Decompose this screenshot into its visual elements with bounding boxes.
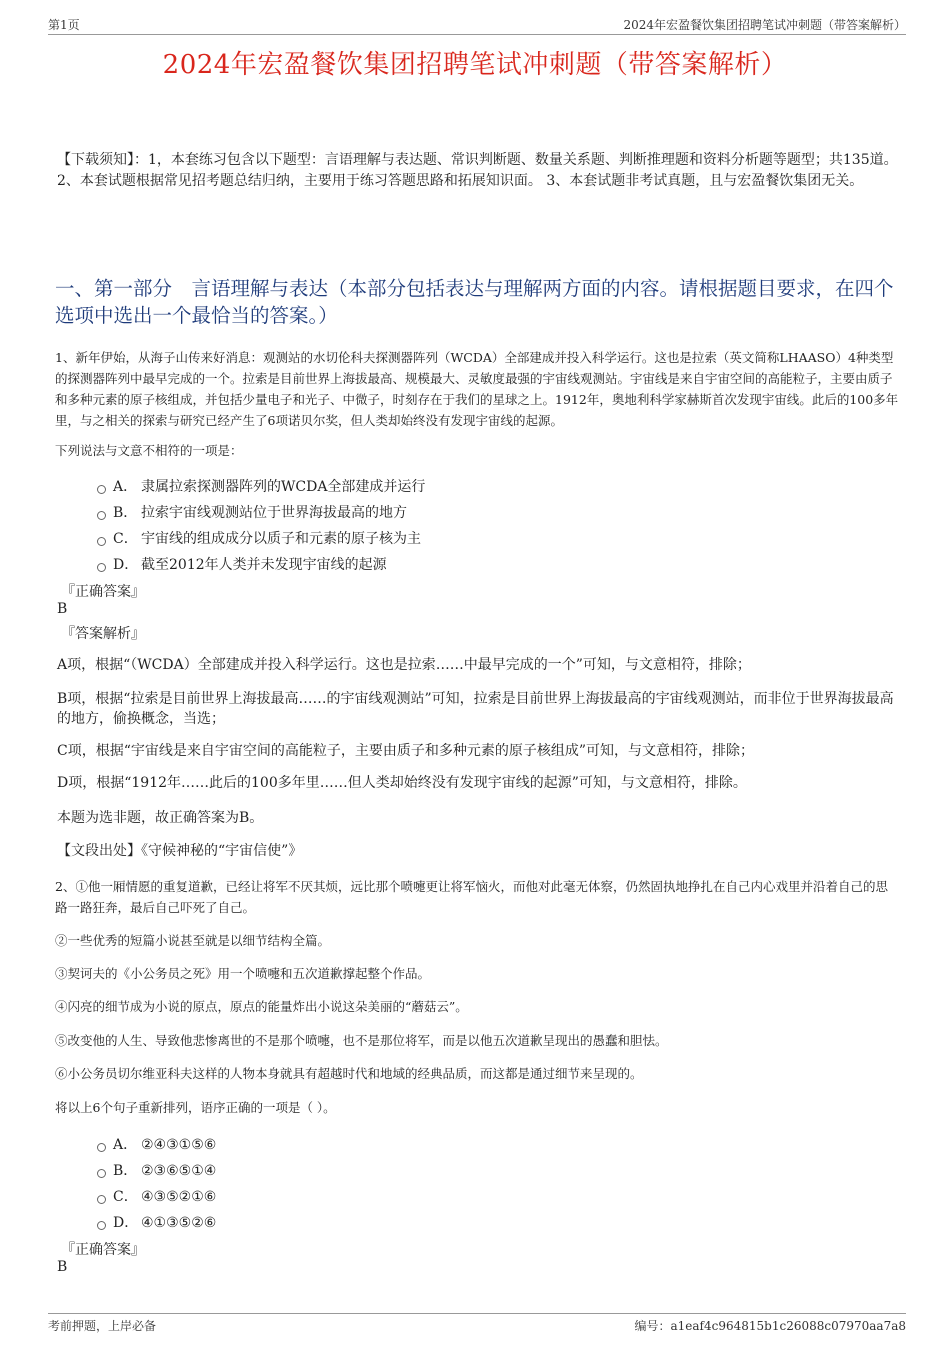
q1-answer: B [57,601,68,617]
q1-analysis-b: B项，根据“拉索是目前世界上海拔最高……的宇宙线观测站”可知，拉索是目前世界上海拔最高的宇宙线观测站，而非位于世界海拔最高的地方，偷换概念，当选； [57,691,894,727]
q1-option-a[interactable]: A． 隶属拉索探测器阵列的WCDA全部建成并运行 [97,476,425,496]
q2-answer-label: 『正确答案』 [61,1242,145,1258]
footer-serial: 编号：a1eaf4c964815b1c26088c07970aa7a8 [634,1319,906,1333]
radio-icon[interactable] [97,1195,106,1204]
q1-analysis-label: 『答案解析』 [61,626,145,642]
q2-sentence-5: ⑤改变他的人生、导致他悲惨离世的不是那个喷嚏，也不是那位将军，而是以他五次道歉呈现出的愚蠢和胆怯。 [55,1033,668,1048]
q2-sentence-3: ③契诃夫的《小公务员之死》用一个喷嚏和五次道歉撑起整个作品。 [55,966,431,981]
radio-icon[interactable] [97,1143,106,1152]
section-heading: 一、第一部分 言语理解与表达（本部分包括表达与理解两方面的内容。请根据题目要求，在四个选项中选出一个最恰当的答案。） [55,277,894,327]
page-footer [48,1313,906,1338]
q1-source: 【文段出处】《守候神秘的“宇宙信使”》 [57,843,303,859]
radio-icon[interactable] [97,537,106,546]
header-doc-title: 2024年宏盈餐饮集团招聘笔试冲刺题（带答案解析） [623,18,906,32]
q1-analysis-d: D项，根据“1912年……此后的100多年里……但人类却始终没有发现宇宙线的起源”可知，与文意相符，排除。 [57,775,747,791]
q2-sentence-6: ⑥小公务员切尔维亚科夫这样的人物本身就具有超越时代和地域的经典品质，而这都是通过细节来呈现的。 [55,1066,643,1081]
q1-question: 下列说法与文意不相符的一项是： [55,443,243,458]
q2-option-a[interactable]: A． ②④③①⑤⑥ [97,1134,216,1154]
footer-slogan: 考前押题，上岸必备 [48,1319,157,1333]
page-number: 第1页 [48,18,80,32]
q2-stem: 2、①他一厢情愿的重复道歉，已经让将军不厌其烦，远比那个喷嚏更让将军恼火，而他对此毫无体察，仍然固执地挣扎在自己内心戏里并沿着自己的思路一路狂奔，最后自己吓死了自己。 [55,879,888,915]
q2-option-d[interactable]: D． ④①③⑤②⑥ [97,1212,216,1232]
radio-icon[interactable] [97,485,106,494]
q1-option-c[interactable]: C． 宇宙线的组成成分以质子和元素的原子核为主 [97,528,421,548]
page-header [48,14,906,35]
q1-analysis-a: A项，根据“（WCDA）全部建成并投入科学运行。这也是拉索……中最早完成的一个”可知，与文意相符，排除； [57,657,751,673]
q2-sentence-2: ②一些优秀的短篇小说甚至就是以细节结构全篇。 [55,933,331,948]
q1-option-b[interactable]: B． 拉索宇宙线观测站位于世界海拔最高的地方 [97,502,407,522]
q1-stem: 1、新年伊始，从海子山传来好消息：观测站的水切伦科夫探测器阵列（WCDA）全部建成并投入科学运行。这也是拉索（英文简称LHAASO）4种类型的探测器阵列中最早完成的一个。拉索是目前世界上海拔最高、规模最大、灵敏度最强的宇宙线观测站。宇宙线是来自宇宙空间的高能粒子，主要由质子和多种元素的原子核组成，并包括少量电子和光子、中微子，时刻存在于我们的星球之上。1912年，奥地利科学家赫斯首次发现宇宙线。此后的100多年里，与之相关的探索与研究已经产生了6项诺贝尔奖，但人类却始终没有发现宇宙线的起源。 [55,350,899,428]
q2-answer: B [57,1259,68,1275]
q2-question: 将以上6个句子重新排列，语序正确的一项是（ ）。 [55,1100,336,1115]
radio-icon[interactable] [97,1169,106,1178]
download-notice: 【下载须知】：1，本套练习包含以下题型：言语理解与表达题、常识判断题、数量关系题、判断推理题和资料分析题等题型；共135道。 2、本套试题根据常见招考题总结归纳，主要用于练习答题思路和拓展知识面。 3、本套试题非考试真题，且与宏盈餐饮集团无关。 [57,152,898,189]
q1-answer-label: 『正确答案』 [61,584,145,600]
q2-option-c[interactable]: C． ④③⑤②①⑥ [97,1186,216,1206]
q1-option-d[interactable]: D． 截至2012年人类并未发现宇宙线的起源 [97,554,387,574]
document-title: 2024年宏盈餐饮集团招聘笔试冲刺题（带答案解析） [162,50,788,80]
q1-analysis-c: C项，根据“宇宙线是来自宇宙空间的高能粒子，主要由质子和多种元素的原子核组成”可知，与文意相符，排除； [57,743,755,759]
q2-option-b[interactable]: B． ②③⑥⑤①④ [97,1160,216,1180]
q1-analysis-conclusion: 本题为选非题，故正确答案为B。 [57,810,264,826]
radio-icon[interactable] [97,563,106,572]
radio-icon[interactable] [97,1221,106,1230]
radio-icon[interactable] [97,511,106,520]
q2-sentence-4: ④闪亮的细节成为小说的原点，原点的能量炸出小说这朵美丽的“蘑菇云”。 [55,999,468,1014]
